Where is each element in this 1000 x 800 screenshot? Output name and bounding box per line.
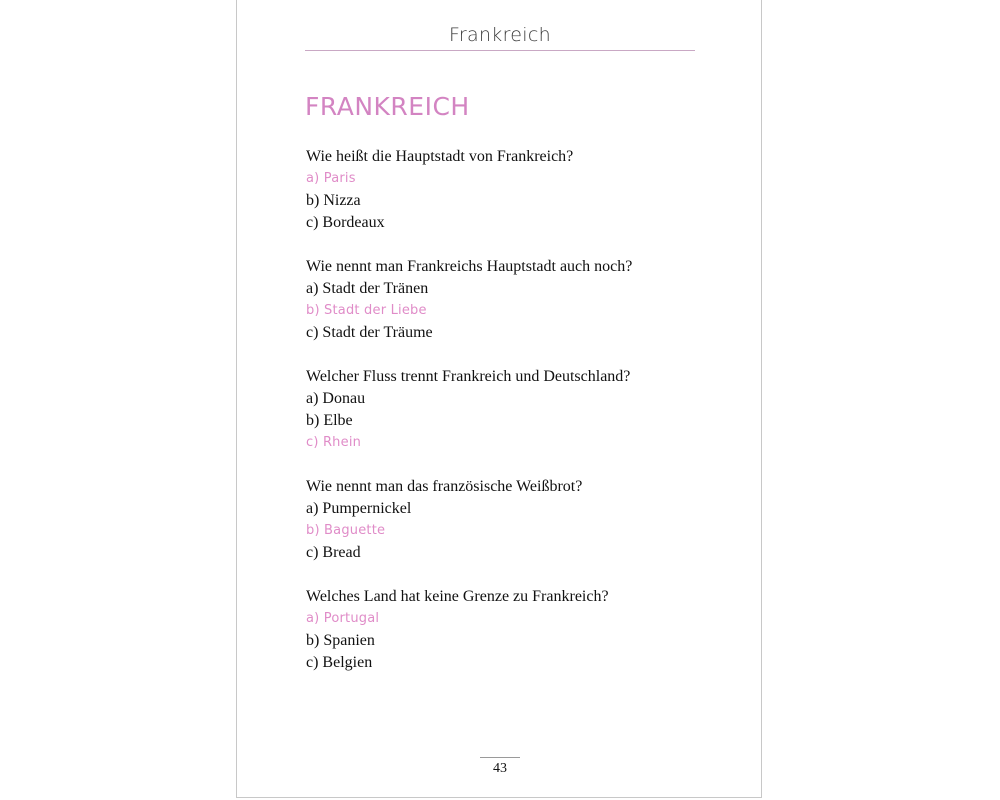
- page-number-rule: [480, 757, 520, 758]
- answer-option: a) Donau: [306, 390, 366, 407]
- question-block: [306, 146, 726, 256]
- answer-option: b) Nizza: [306, 192, 361, 209]
- answer-option-correct: c) Rhein: [306, 435, 362, 450]
- answer-option: c) Belgien: [306, 654, 373, 671]
- question-text: Wie nennt man Frankreichs Hauptstadt auch noch?: [306, 258, 633, 275]
- answer-option-correct: a) Paris: [306, 171, 356, 186]
- question-text: Wie nennt man das französische Weißbrot?: [306, 478, 583, 495]
- question-text: Welcher Fluss trennt Frankreich und Deutschland?: [306, 368, 631, 385]
- answer-option: b) Elbe: [306, 412, 353, 429]
- chapter-title: FRANKREICH: [305, 92, 470, 121]
- answer-option-correct: b) Baguette: [306, 523, 386, 538]
- question-block: [306, 256, 726, 366]
- answer-option: a) Pumpernickel: [306, 500, 412, 517]
- question-text: Wie heißt die Hauptstadt von Frankreich?: [306, 148, 574, 165]
- book-page: [236, 0, 762, 798]
- quiz-list: [306, 146, 726, 696]
- question-block: [306, 366, 726, 476]
- answer-option-correct: a) Portugal: [306, 611, 380, 626]
- question-block: [306, 586, 726, 696]
- page-number: 43: [493, 761, 507, 776]
- answer-option: c) Bread: [306, 544, 361, 561]
- question-text: Welches Land hat keine Grenze zu Frankreich?: [306, 588, 609, 605]
- answer-option-correct: b) Stadt der Liebe: [306, 303, 427, 318]
- running-header: Frankreich: [305, 22, 695, 51]
- question-block: [306, 476, 726, 586]
- answer-option: c) Bordeaux: [306, 214, 385, 231]
- answer-option: c) Stadt der Träume: [306, 324, 433, 341]
- answer-option: a) Stadt der Tränen: [306, 280, 429, 297]
- answer-option: b) Spanien: [306, 632, 375, 649]
